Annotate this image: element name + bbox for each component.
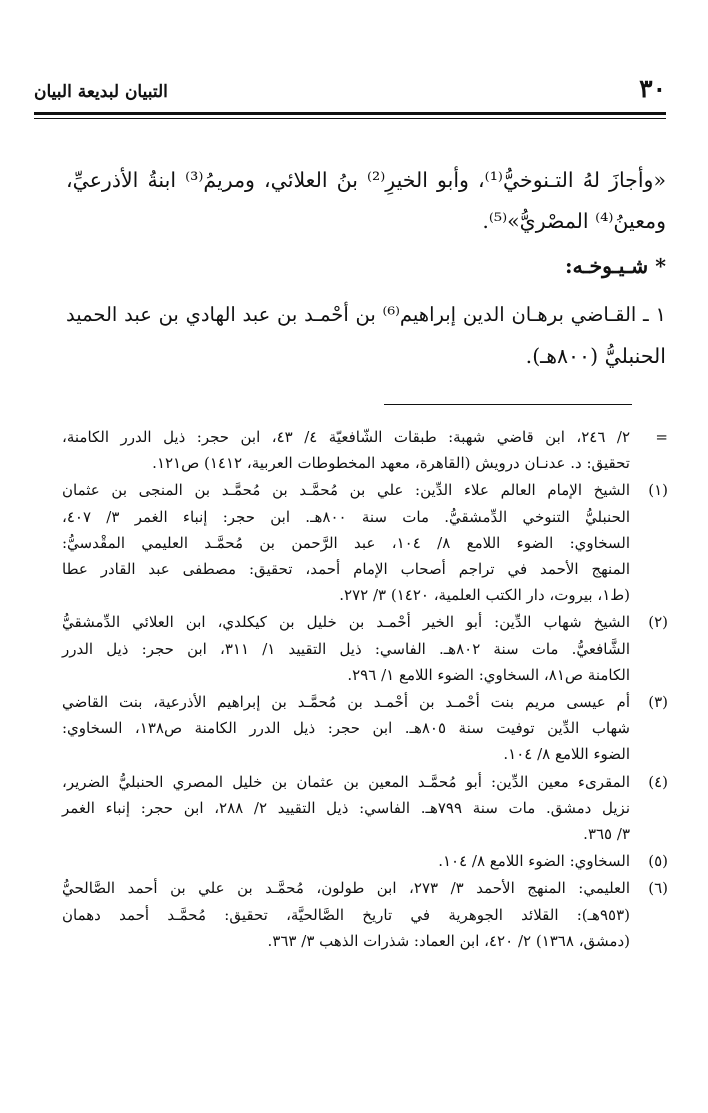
footnote-line: شهاب الدِّين توفيت سنة ٨٠٥هـ. ابن حجر: ذيل الدرر الكامنة ص١٣٨، السخاوي:: [62, 719, 630, 738]
footnote-line: ٣/ ٣٦٥.: [583, 825, 630, 844]
footnote: [62, 689, 668, 768]
footnote: [62, 424, 668, 476]
header-rule-thick: [34, 112, 666, 115]
footnote-line: الكامنة ص٨١، السخاوي: الضوء اللامع ١/ ٢٩٦.: [347, 665, 630, 684]
footnote-line: (دمشق، ١٣٦٨) ٢/ ٤٢٠، ابن العماد: شذرات الذهب ٣/ ٣٦٣.: [267, 931, 630, 950]
footnote-line: الحنبليُّ التنوخي الدِّمشقيُّ. مات سنة ٨٠٠هـ. ابن حجر: إنباء الغمر ٣/ ٤٠٧،: [62, 507, 630, 526]
page-header: [34, 74, 672, 108]
footnote-line: أم عيسى مريم بنت أحْمـد بن أحْمـد بن مُحمَّـد بن إبراهيم الأذرعية، بنت القاضي: [62, 693, 631, 712]
text-line: ومعينُ⁽⁴⁾ المصْريُّ»⁽⁵⁾.: [482, 209, 666, 233]
section-heading: * شـيـوخـه:: [564, 254, 666, 278]
footnote-line: تحقيق: د. عدنـان درويش (القاهرة، معهد المخطوطات العربية، ١٤١٢) ص١٢١.: [152, 454, 630, 473]
footnote: [62, 609, 668, 688]
footnote-line: الشَّافعيُّ. مات سنة ٨٠٢هـ. الفاسي: ذيل التقييد ١/ ٣١١، ابن حجر: ذيل الدرر: [62, 639, 630, 658]
footnote-line: ٢/ ٢٤٦، ابن قاضي شهبة: طبقات الشّافعيّة ٤/ ٤٣، ابن حجر: ذيل الدرر الكامنة،: [62, 428, 630, 446]
footnote-mark: (٦): [648, 879, 668, 898]
footnote-line: الشيخ شهاب الدِّين: أبو الخير أحْمـد بن خليل بن كيكلدي، ابن العلائي الدِّمشقيُّ: [62, 613, 630, 632]
footnote: [62, 769, 668, 848]
footnote-line: (٩٥٣هـ): القلائد الجوهرية في تاريخ الصَّالحيَّة، تحقيق: مُحمَّـد أحمد دهمان: [62, 905, 630, 924]
text-line: «وأجازَ لهُ التـنوخيُّ⁽¹⁾، وأبو الخيرِ⁽²⁾ بنُ العلائي، ومريمُ⁽³⁾ ابنةُ الأذرعيِّ،: [66, 168, 666, 192]
footnote-line: نزيل دمشق. مات سنة ٧٩٩هـ. الفاسي: ذيل التقييد ٢/ ٢٨٨، ابن حجر: إنباء الغمر: [62, 798, 630, 817]
footnote-line: العليمي: المنهج الأحمد ٣/ ٢٧٣، ابن طولون، مُحمَّـد بن علي بن أحمد الصَّالحيُّ: [62, 879, 631, 898]
footnote-mark: =: [655, 428, 668, 446]
footnote-mark: (٥): [648, 852, 668, 871]
footnote-mark: (٣): [648, 693, 668, 712]
header-rule-thin: [34, 118, 666, 119]
footnote: [62, 848, 668, 874]
footnote-separator: [384, 404, 632, 405]
footnote: [62, 875, 668, 954]
running-title: التبيان لبديعة البيان: [34, 82, 168, 102]
sheikh-entry: [66, 297, 666, 374]
footnote-mark: (٤): [648, 772, 668, 791]
footnotes: [62, 424, 668, 954]
footnote-line: (ط١، بيروت، دار الكتب العلمية، ١٤٢٠) ٣/ ٢٧٢.: [339, 586, 630, 605]
footnote: [62, 477, 668, 608]
footnote-line: الضوء اللامع ٨/ ١٠٤.: [503, 745, 630, 764]
footnote-mark: (٢): [648, 613, 668, 632]
footnote-line: المقرىء معين الدِّين: أبو مُحمَّـد المعين بن عثمان بن خليل المصري الحنبليُّ الضرير،: [62, 772, 630, 791]
footnote-line: المنهج الأحمد في تراجم أصحاب الإمام أحمد، تحقيق: مصطفى عبد القادر عطا: [62, 560, 630, 579]
text-line: الحنبليُّ (٨٠٠هـ).: [525, 344, 666, 368]
footnote-line: الشيخ الإمام العالم علاء الدِّين: علي بن مُحمَّـد بن مُحمَّـد بن المنجى بن عثمان: [62, 481, 630, 500]
footnote-line: السخاوي: الضوء اللامع ٨/ ١٠٤.: [438, 852, 630, 871]
footnote-mark: (١): [648, 481, 668, 500]
page-number: ٣٠: [639, 74, 666, 103]
quote-paragraph: [66, 162, 666, 239]
footnote-line: السخاوي: الضوء اللامع ٨/ ١٠٤، عبد الرَّحمن بن مُحمَّـد العليمي المقْدسيُّ:: [62, 533, 631, 552]
text-line: ١ ـ القـاضي برهـان الدين إبراهيم⁽⁶⁾ بن أحْمـد بن عبد الهادي بن عبد الحميد: [66, 303, 666, 326]
